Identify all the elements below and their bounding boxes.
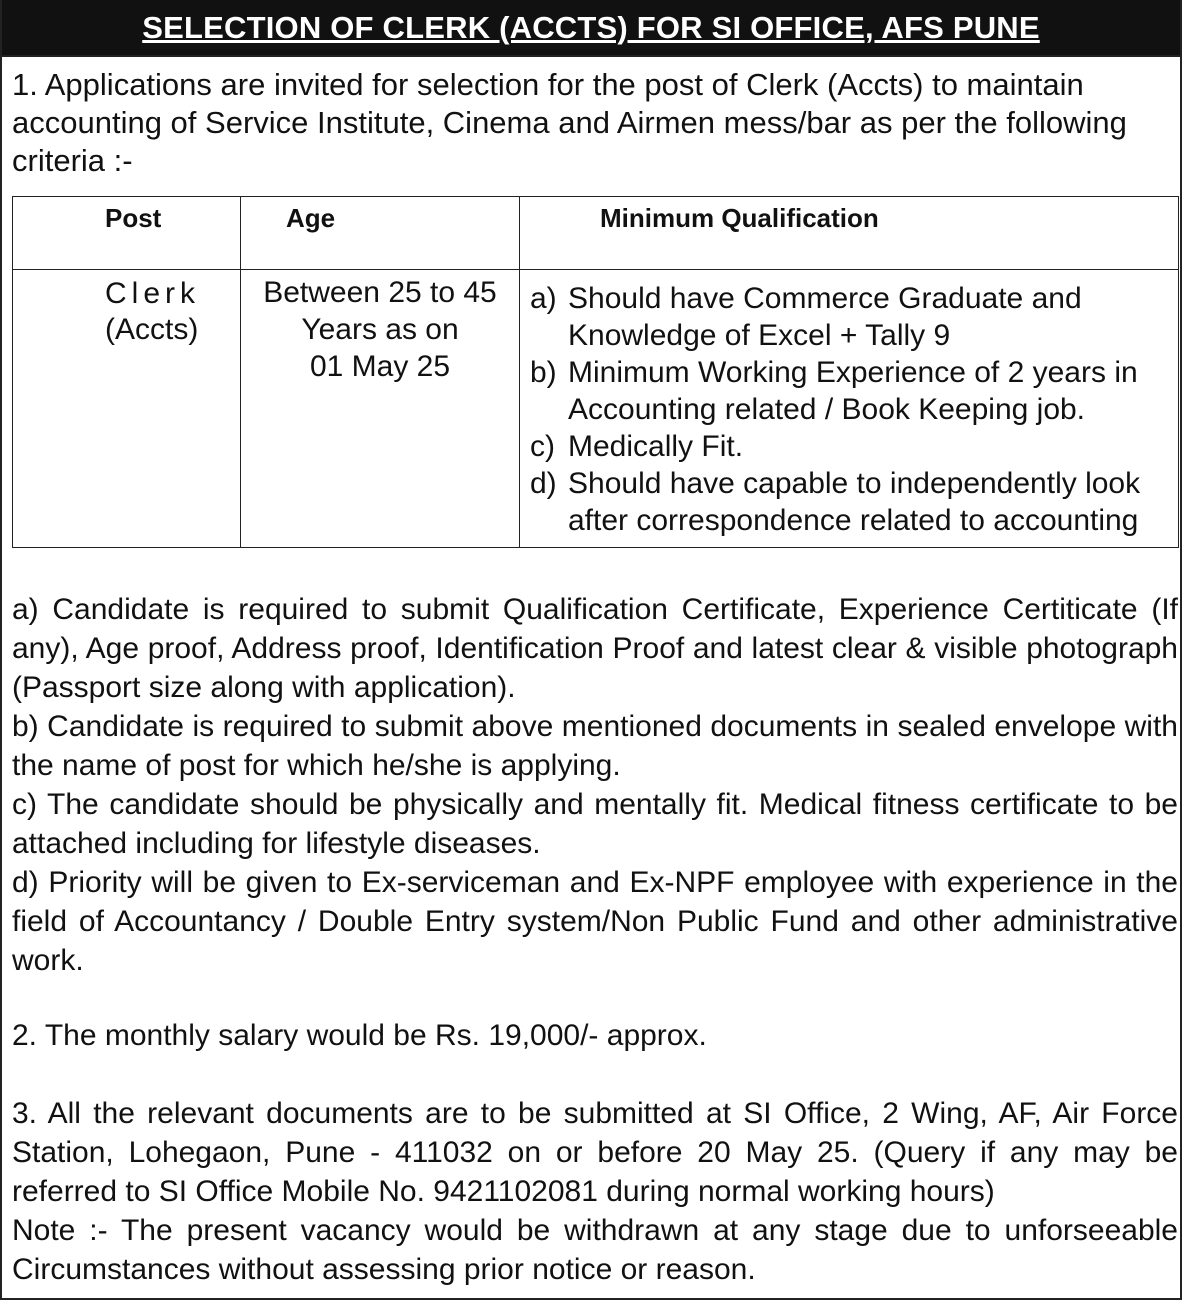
age-line: 01 May 25 — [309, 350, 451, 383]
age-line: Between 25 to 45 — [263, 276, 497, 309]
qualification-cell — [520, 270, 1179, 548]
header-age: Age — [241, 197, 520, 270]
qualification-item: c) Medically Fit. — [530, 430, 744, 463]
header-post: Post — [13, 197, 241, 270]
criteria-table — [12, 196, 1179, 548]
post-name: Clerk — [105, 277, 201, 310]
table-row — [13, 270, 1179, 548]
intro-paragraph: 1. Applications are invited for selection for the post of Clerk (Accts) to maintain accounting of Service Institute, Cinema and Airmen mess/bar as per the following criteria :- — [12, 67, 1127, 178]
age-cell — [241, 270, 520, 548]
title-bar — [2, 0, 1180, 57]
notes-block — [12, 590, 1178, 980]
age-line: Years as on — [301, 313, 459, 346]
qualification-item: b) Minimum Working Experience of 2 years in Accounting related / Book Keeping job. — [530, 356, 1138, 426]
qualification-item: a) Should have Commerce Graduate and Knowledge of Excel + Tally 9 — [530, 282, 1082, 352]
post-cell — [13, 270, 241, 548]
page-title: SELECTION OF CLERK (ACCTS) FOR SI OFFICE, AFS PUNE — [142, 9, 1040, 45]
header-qualification: Minimum Qualification — [520, 197, 1179, 270]
note-item: b) Candidate is required to submit above mentioned documents in sealed envelope with the name of post for which he/she is applying. — [12, 710, 1178, 782]
note-paragraph: Note :- The present vacancy would be withdrawn at any stage due to unforseeable Circumstances without assessing prior notice or reason. — [12, 1214, 1178, 1286]
table-header-row — [13, 197, 1179, 270]
note-item: d) Priority will be given to Ex-serviceman and Ex-NPF employee with experience in the field of Accountancy / Double Entry system/Non Public Fund and other administrative work. — [12, 866, 1178, 977]
submission-paragraph: 3. All the relevant documents are to be submitted at SI Office, 2 Wing, AF, Air Force Station, Lohegaon, Pune - 411032 on or before 20 May 25. (Query if any may be referred to SI Office Mobile No. 9421102081 during normal working hours) — [12, 1097, 1178, 1208]
note-item: c) The candidate should be physically and mentally fit. Medical fitness certificate to be attached including for lifestyle diseases. — [12, 788, 1178, 860]
post-subtitle: (Accts) — [105, 313, 199, 346]
note-item: a) Candidate is required to submit Qualification Certificate, Experience Certiticate (If any), Age proof, Address proof, Identification Proof and latest clear & visible photograph (Passport size along with application). — [12, 593, 1178, 704]
salary-paragraph: 2. The monthly salary would be Rs. 19,000/- approx. — [12, 1019, 707, 1052]
qualification-item: d) Should have capable to independently look after correspondence related to accounting — [530, 467, 1141, 537]
